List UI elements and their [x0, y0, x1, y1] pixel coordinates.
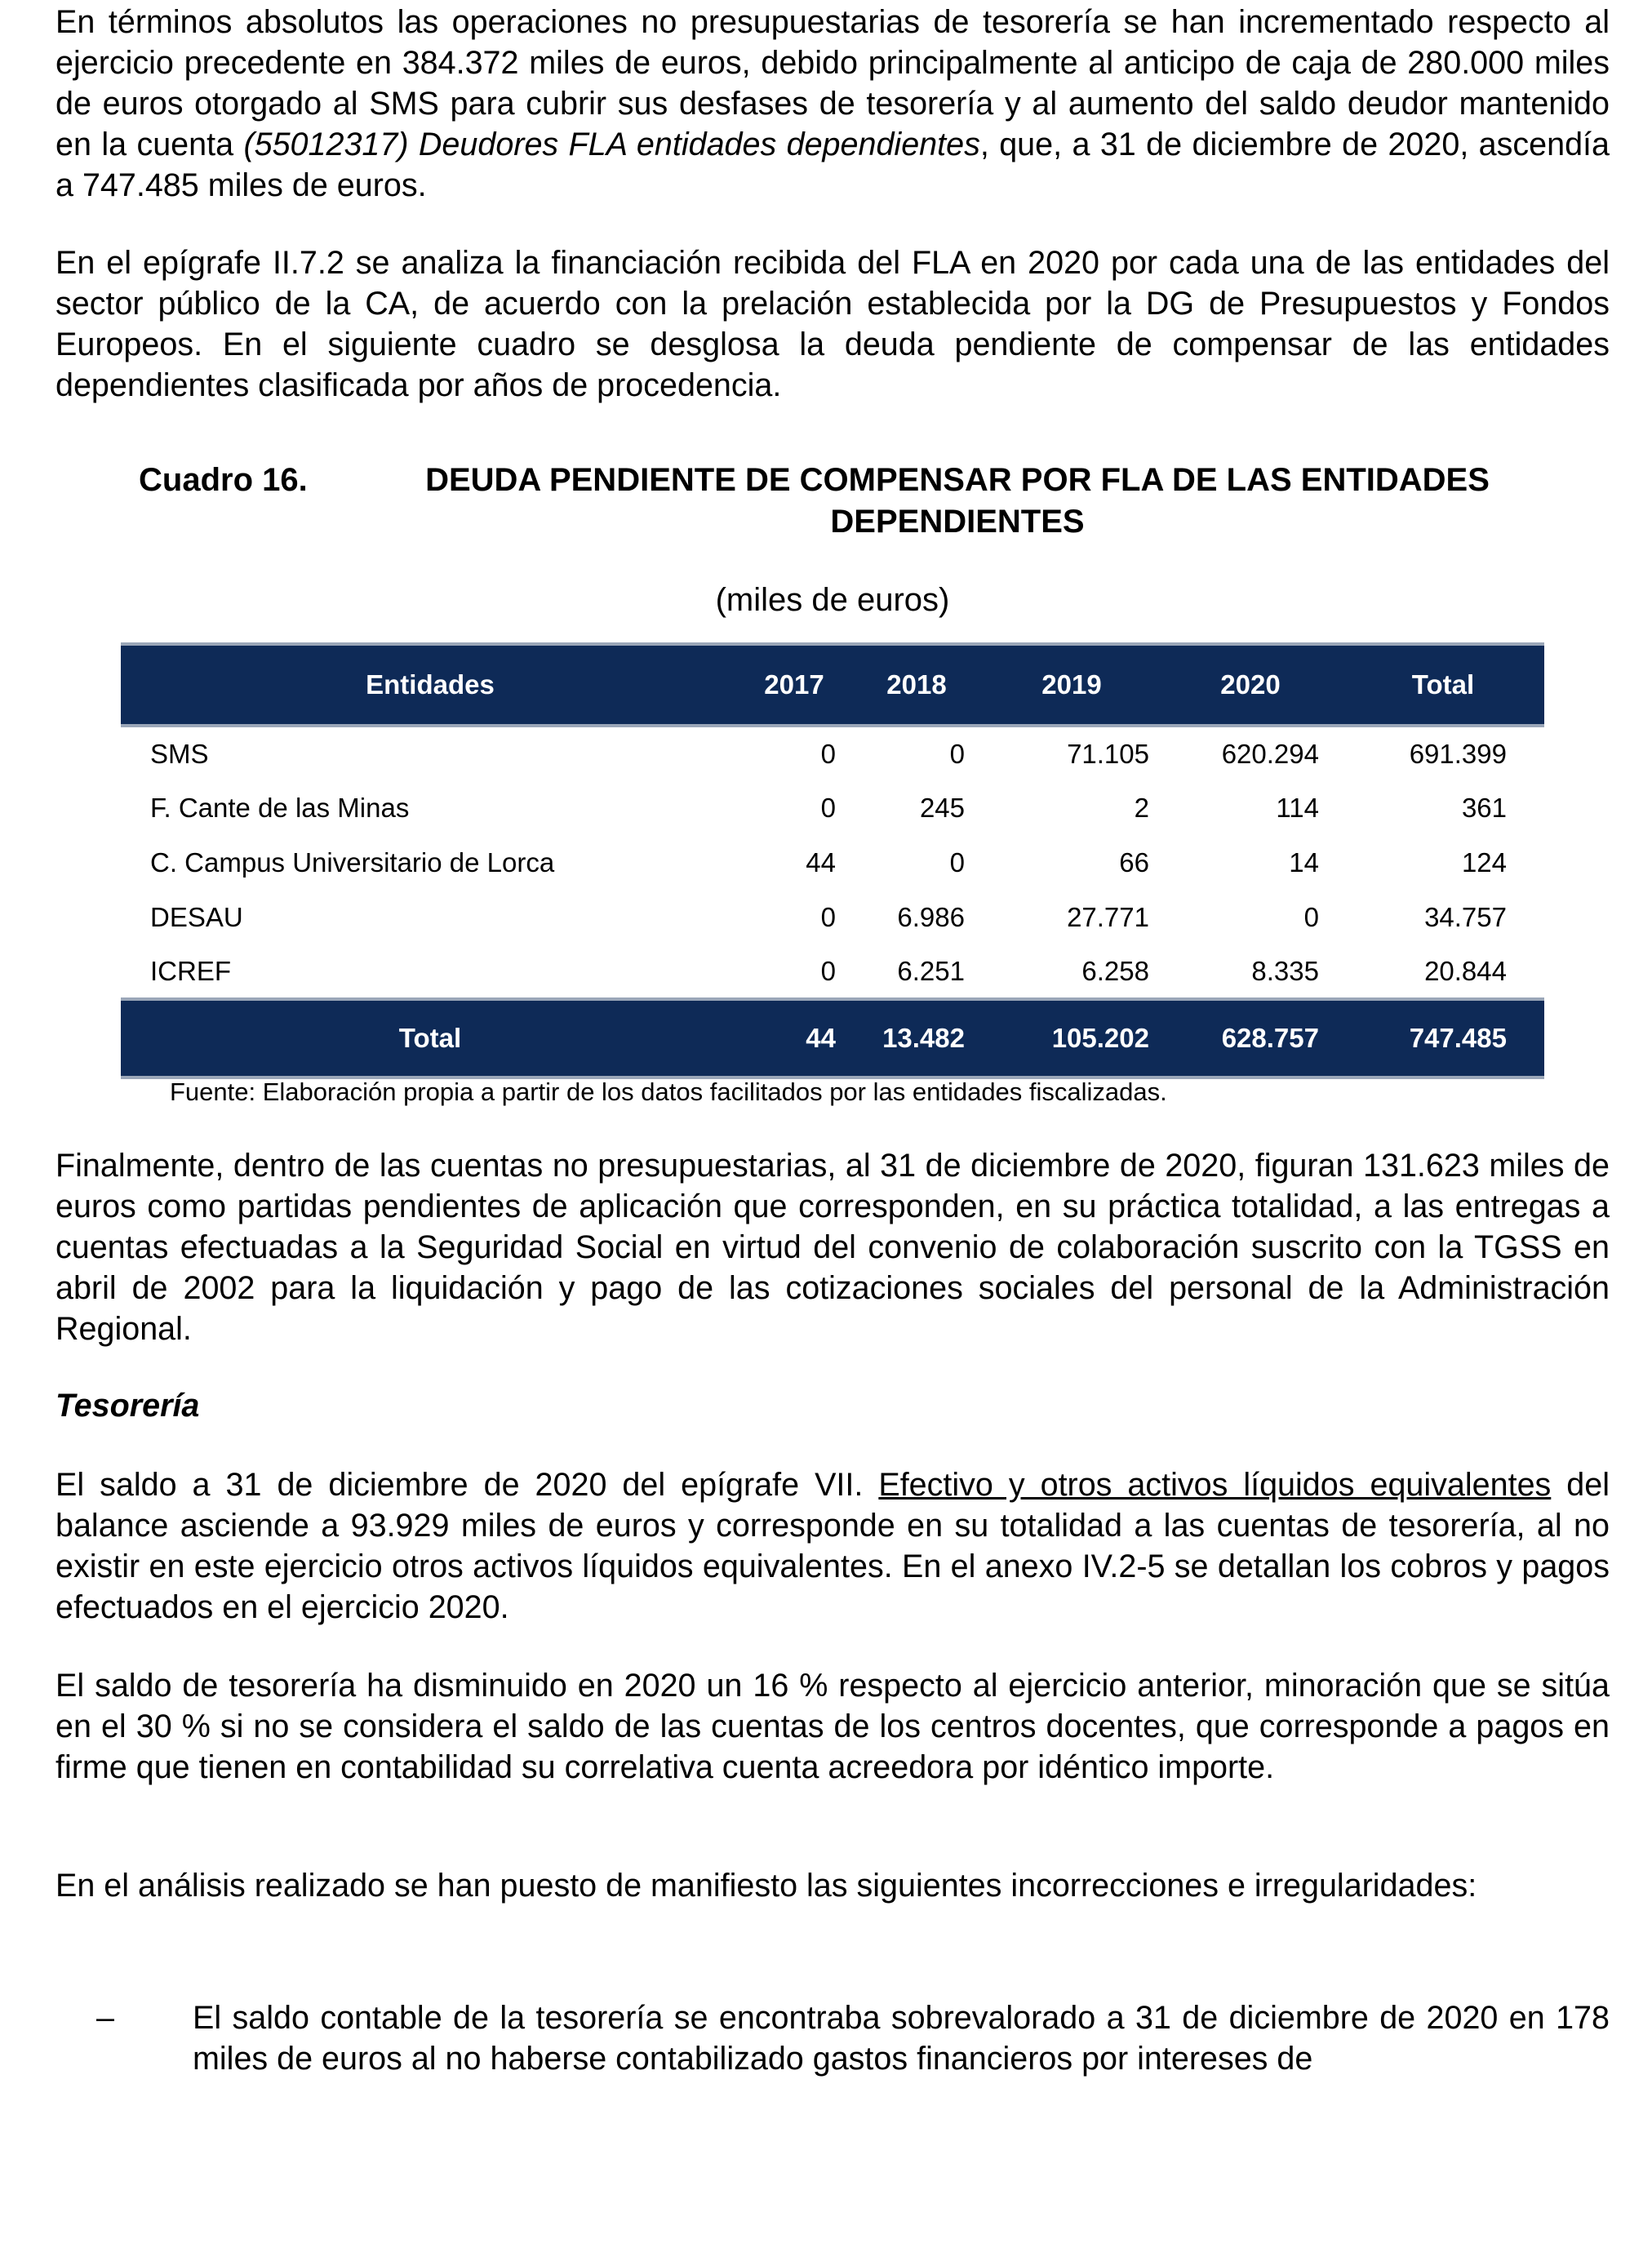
- total-cell: 105.202: [984, 999, 1159, 1077]
- entity-name: ICREF: [150, 955, 231, 986]
- column-header: 2019: [984, 644, 1159, 726]
- table-caption-number: Cuadro 16.: [139, 462, 308, 498]
- column-header: 2020: [1159, 644, 1342, 726]
- table-row: [121, 835, 1544, 890]
- total-label: Total: [121, 999, 739, 1077]
- total-cell: 44: [739, 999, 849, 1077]
- table-cell: 6.258: [1081, 955, 1149, 986]
- table-cell: 114: [1276, 792, 1319, 823]
- table-cell: 14: [1289, 846, 1319, 878]
- table-cell: 71.105: [1067, 738, 1149, 769]
- entity-name: F. Cante de las Minas: [150, 792, 410, 823]
- table-cell: 0: [820, 955, 836, 986]
- table-cell: 66: [1119, 846, 1149, 878]
- table-cell: 20.844: [1424, 955, 1507, 986]
- paragraph-text: El saldo a 31 de diciembre de 2020 del epígrafe VII.: [56, 1467, 879, 1503]
- paragraph-text: En términos absolutos las operaciones no presupuestarias de tesorería se han incrementado respecto al ejercicio precedente en 384.372 miles de euros, debido principalmente al anticipo de caja de 280.000 miles de euros otorgado al SMS para cubrir sus desfases de tesorería y al aumento del saldo deudor mantenido en la cuenta: [56, 4, 1610, 162]
- table-cell: 8.335: [1251, 955, 1319, 986]
- table-cell: 27.771: [1067, 901, 1149, 932]
- column-header: Total: [1342, 644, 1544, 726]
- table-cell: 6.986: [897, 901, 965, 932]
- table-cell: 691.399: [1409, 738, 1507, 769]
- bullet-dash: –: [96, 2000, 114, 2036]
- table-cell: 0: [949, 846, 965, 878]
- paragraph-operaciones-no-presupuestarias: [56, 2, 1610, 206]
- table-header-row: [121, 644, 1544, 726]
- bullet-text: El saldo contable de la tesorería se encontraba sobrevalorado a 31 de diciembre de 2020 en 178 miles de euros al no haberse contabilizado gastos financieros por intereses de: [193, 2000, 1610, 2077]
- total-cell: 13.482: [849, 999, 984, 1077]
- column-header: 2018: [849, 644, 984, 726]
- paragraph-partidas-pendientes: Finalmente, dentro de las cuentas no presupuestarias, al 31 de diciembre de 2020, figuran 131.623 miles de euros como partidas pendientes de aplicación que corresponden, en su práctica totalidad, a las entregas a cuentas efectuadas a la Seguridad Social en virtud del convenio de colaboración suscrito con la TGSS en abril de 2002 para la liquidación y pago de las cotizaciones sociales del personal de la Administración Regional.: [56, 1148, 1610, 1347]
- table-units: (miles de euros): [715, 582, 950, 618]
- entity-name: DESAU: [150, 901, 243, 932]
- entity-name: C. Campus Universitario de Lorca: [150, 846, 555, 878]
- paragraph-text: del balance asciende a 93.929 miles de euros y corresponde en su totalidad a las cuentas de tesorería, al no existir en este ejercicio otros activos líquidos equivalentes. En el anexo IV.2-5 se detallan los cobros y pagos efectuados en el ejercicio 2020.: [56, 1467, 1610, 1625]
- table-cell: 0: [949, 738, 965, 769]
- table-row: [121, 890, 1544, 944]
- section-heading-tesoreria: Tesorería: [56, 1388, 200, 1424]
- paragraph-text: , que, a 31 de diciembre de 2020, ascendía a 747.485 miles de euros.: [56, 127, 1610, 203]
- paragraph-saldo-efectivo: [56, 1464, 1610, 1628]
- table-total-row: [121, 999, 1544, 1077]
- column-header: Entidades: [121, 644, 739, 726]
- table-cell: 0: [820, 901, 836, 932]
- table-cell: 361: [1461, 792, 1507, 823]
- table-cell: 34.757: [1424, 901, 1507, 932]
- table-source-note: Fuente: Elaboración propia a partir de los datos facilitados por las entidades fiscalizadas.: [170, 1077, 1167, 1106]
- table-cell: 0: [820, 738, 836, 769]
- table-row: [121, 726, 1544, 780]
- table-cell: 245: [919, 792, 965, 823]
- total-cell: 747.485: [1342, 999, 1544, 1077]
- table-cell: 0: [1303, 901, 1319, 932]
- table-cell: 2: [1134, 792, 1149, 823]
- paragraph-saldo-disminuido: El saldo de tesorería ha disminuido en 2020 un 16 % respecto al ejercicio anterior, minoración que se sitúa en el 30 % si no se considera el saldo de las cuentas de los centros docentes, que corresponde a pagos en firme que tienen en contabilidad su correlativa cuenta acreedora por idéntico importe.: [56, 1668, 1610, 1785]
- total-cell: 628.757: [1159, 999, 1342, 1077]
- table-cell: 0: [820, 792, 836, 823]
- table-cell: 124: [1461, 846, 1507, 878]
- paragraph-incorrecciones: En el análisis realizado se han puesto de manifiesto las siguientes incorrecciones e irregularidades:: [56, 1868, 1477, 1904]
- column-header: 2017: [739, 644, 849, 726]
- table-cell: 44: [806, 846, 836, 878]
- balance-item-underlined: Efectivo y otros activos líquidos equivalentes: [878, 1467, 1552, 1503]
- table-row: [121, 944, 1544, 999]
- entity-name: SMS: [150, 738, 209, 769]
- account-name-italic: (55012317) Deudores FLA entidades dependientes: [243, 127, 980, 162]
- table-caption-title: DEUDA PENDIENTE DE COMPENSAR POR FLA DE LAS ENTIDADES DEPENDIENTES: [425, 462, 1490, 540]
- debt-table: [121, 642, 1544, 1079]
- paragraph-financiacion-fla: En el epígrafe II.7.2 se analiza la financiación recibida del FLA en 2020 por cada una de las entidades del sector público de la CA, de acuerdo con la prelación establecida por la DG de Presupuestos y Fondos Europeos. En el siguiente cuadro se desglosa la deuda pendiente de compensar de las entidades dependientes clasificada por años de procedencia.: [56, 245, 1610, 403]
- debt-table-container: [121, 642, 1544, 1079]
- table-cell: 620.294: [1221, 738, 1319, 769]
- table-row: [121, 780, 1544, 835]
- table-cell: 6.251: [897, 955, 965, 986]
